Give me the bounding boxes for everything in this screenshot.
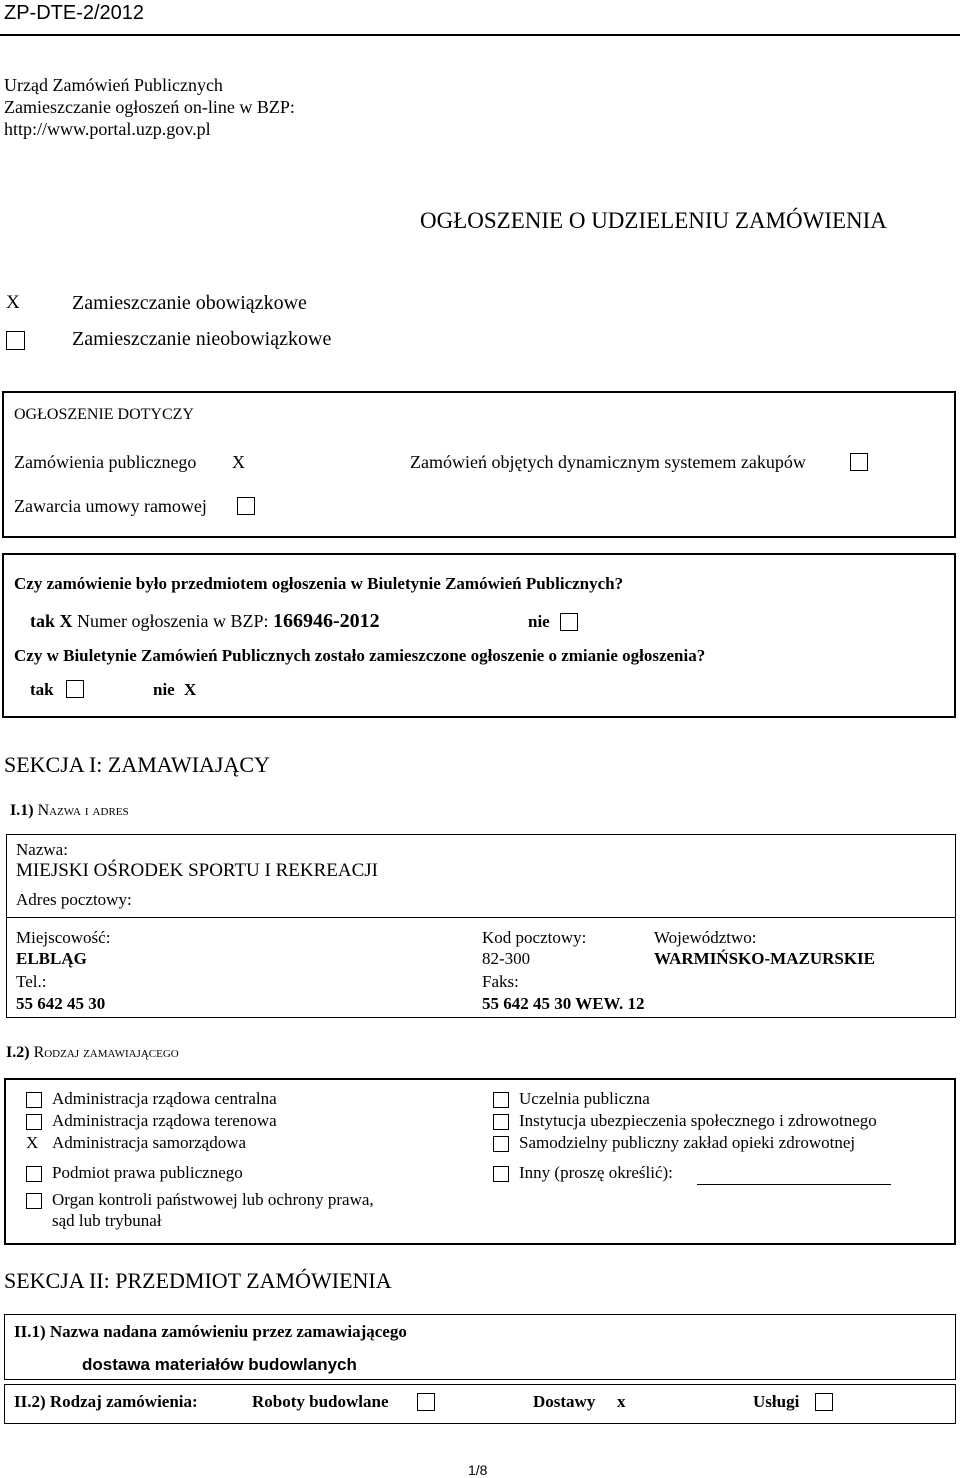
type-central-checkbox[interactable] <box>26 1092 42 1108</box>
city-value: ELBLĄG <box>16 949 87 968</box>
section-1-2-title: Rodzaj zamawiającego <box>33 1044 179 1061</box>
issuer-block <box>4 74 295 140</box>
q2-yes-checkbox[interactable] <box>66 680 84 698</box>
section-2-title: SEKCJA II: PRZEDMIOT ZAMÓWIENIA <box>4 1268 392 1293</box>
works-checkbox[interactable] <box>417 1393 435 1411</box>
type-insurance-label: Instytucja ubezpieczenia społecznego i zdrowotnego <box>519 1111 877 1130</box>
framework-checkbox[interactable] <box>237 497 255 515</box>
type-public-law-label: Podmiot prawa publicznego <box>52 1163 243 1182</box>
type-university-label: Uczelnia publiczna <box>519 1089 650 1108</box>
fax-value: 55 642 45 30 WEW. 12 <box>482 994 645 1013</box>
services-checkbox[interactable] <box>815 1393 833 1411</box>
framework-label: Zawarcia umowy ramowej <box>14 496 207 516</box>
order-type-label: II.2) Rodzaj zamówienia: <box>14 1392 198 1411</box>
page-number: 1/8 <box>468 1462 488 1478</box>
city-label: Miejscowość: <box>16 928 111 947</box>
type-control-label: Organ kontroli państwowej lub ochrony prawa, <box>52 1190 374 1209</box>
public-order-mark: X <box>232 452 245 472</box>
type-regional-checkbox[interactable] <box>26 1114 42 1130</box>
header-rule <box>0 34 960 36</box>
type-regional-label: Administracja rządowa terenowa <box>52 1111 277 1130</box>
supplies-label: Dostawy <box>533 1392 596 1411</box>
fax-label: Faks: <box>482 972 519 991</box>
order-name-label: II.1) Nazwa nadana zamówieniu przez zamawiającego <box>14 1322 407 1341</box>
optional-checkbox[interactable] <box>6 331 25 350</box>
type-healthcare-checkbox[interactable] <box>493 1136 509 1152</box>
type-control-label-cont: sąd lub trybunał <box>52 1211 162 1230</box>
type-insurance-checkbox[interactable] <box>493 1114 509 1130</box>
name-label: Nazwa: <box>16 840 68 859</box>
type-local-label: Administracja samorządowa <box>52 1133 247 1152</box>
type-other-label: Inny (proszę określić): <box>519 1163 673 1182</box>
section-1-1-number: I.1) <box>10 802 34 819</box>
address-label: Adres pocztowy: <box>16 890 132 909</box>
q2-yes-label: tak <box>30 680 54 699</box>
bulletin-number-label: Numer ogłoszenia w BZP <box>77 611 264 631</box>
type-healthcare-label: Samodzielny publiczny zakład opieki zdrowotnej <box>519 1133 856 1152</box>
tel-value: 55 642 45 30 <box>16 994 106 1013</box>
page-title: OGŁOSZENIE O UDZIELENIU ZAMÓWIENIA <box>420 208 887 233</box>
address-divider <box>6 917 956 918</box>
supplies-mark: x <box>617 1392 626 1411</box>
type-public-law-checkbox[interactable] <box>26 1166 42 1182</box>
bulletin-question-1: Czy zamówienie było przedmiotem ogłoszenia w Biuletynie Zamówień Publicznych? <box>14 574 624 593</box>
section-1-1-heading <box>10 802 129 820</box>
type-central-label: Administracja rządowa centralna <box>52 1089 277 1108</box>
issuer-url: http://www.portal.uzp.gov.pl <box>4 119 211 139</box>
optional-label: Zamieszczanie nieobowiązkowe <box>72 328 332 350</box>
services-label: Usługi <box>753 1392 800 1411</box>
mandatory-label: Zamieszczanie obowiązkowe <box>72 292 307 314</box>
bulletin-question-2: Czy w Biuletynie Zamówień Publicznych zostało zamieszczone ogłoszenie o zmianie ogłoszenia? <box>14 646 706 665</box>
bulletin-no-checkbox[interactable] <box>560 613 578 631</box>
type-university-checkbox[interactable] <box>493 1092 509 1108</box>
name-value: MIEJSKI OŚRODEK SPORTU I REKREACJI <box>16 860 379 881</box>
voivodeship-label: Województwo: <box>654 928 757 947</box>
bulletin-no-label: nie <box>528 612 550 631</box>
order-name-value: dostawa materiałów budowlanych <box>82 1355 357 1374</box>
document-id: ZP-DTE-2/2012 <box>4 2 145 24</box>
bulletin-yes-label: tak <box>30 611 56 631</box>
type-local-mark: X <box>26 1133 39 1152</box>
section-1-1-title: Nazwa i adres <box>37 802 129 819</box>
dynamic-system-checkbox[interactable] <box>850 453 868 471</box>
public-order-label: Zamówienia publicznego <box>14 452 197 472</box>
works-label: Roboty budowlane <box>252 1392 389 1411</box>
mandatory-mark: X <box>6 292 20 313</box>
bulletin-number-value: 166946-2012 <box>273 610 380 632</box>
postal-label: Kod pocztowy: <box>482 928 587 947</box>
type-other-input-line[interactable] <box>697 1184 891 1185</box>
bulletin-yes-mark: X <box>59 611 73 631</box>
tel-label: Tel.: <box>16 972 47 991</box>
section-1-2-heading <box>6 1044 179 1062</box>
bulletin-answer-row: tak X Numer ogłoszenia w BZP: 166946-2012 <box>30 610 380 632</box>
voivodeship-value: WARMIŃSKO-MAZURSKIE <box>654 949 876 968</box>
type-other-checkbox[interactable] <box>493 1166 509 1182</box>
issuer-name: Urząd Zamówień Publicznych <box>4 75 223 95</box>
concerns-heading: OGŁOSZENIE DOTYCZY <box>14 406 194 423</box>
section-1-title: SEKCJA I: ZAMAWIAJĄCY <box>4 752 270 777</box>
dynamic-system-label: Zamówień objętych dynamicznym systemem zakupów <box>410 452 806 472</box>
q2-no-mark: X <box>184 680 197 699</box>
section-1-2-number: I.2) <box>6 1044 30 1061</box>
postal-value: 82-300 <box>482 949 531 968</box>
issuer-service: Zamieszczanie ogłoszeń on-line w BZP: <box>4 97 295 117</box>
type-control-checkbox[interactable] <box>26 1193 42 1209</box>
q2-no-label: nie <box>153 680 175 699</box>
